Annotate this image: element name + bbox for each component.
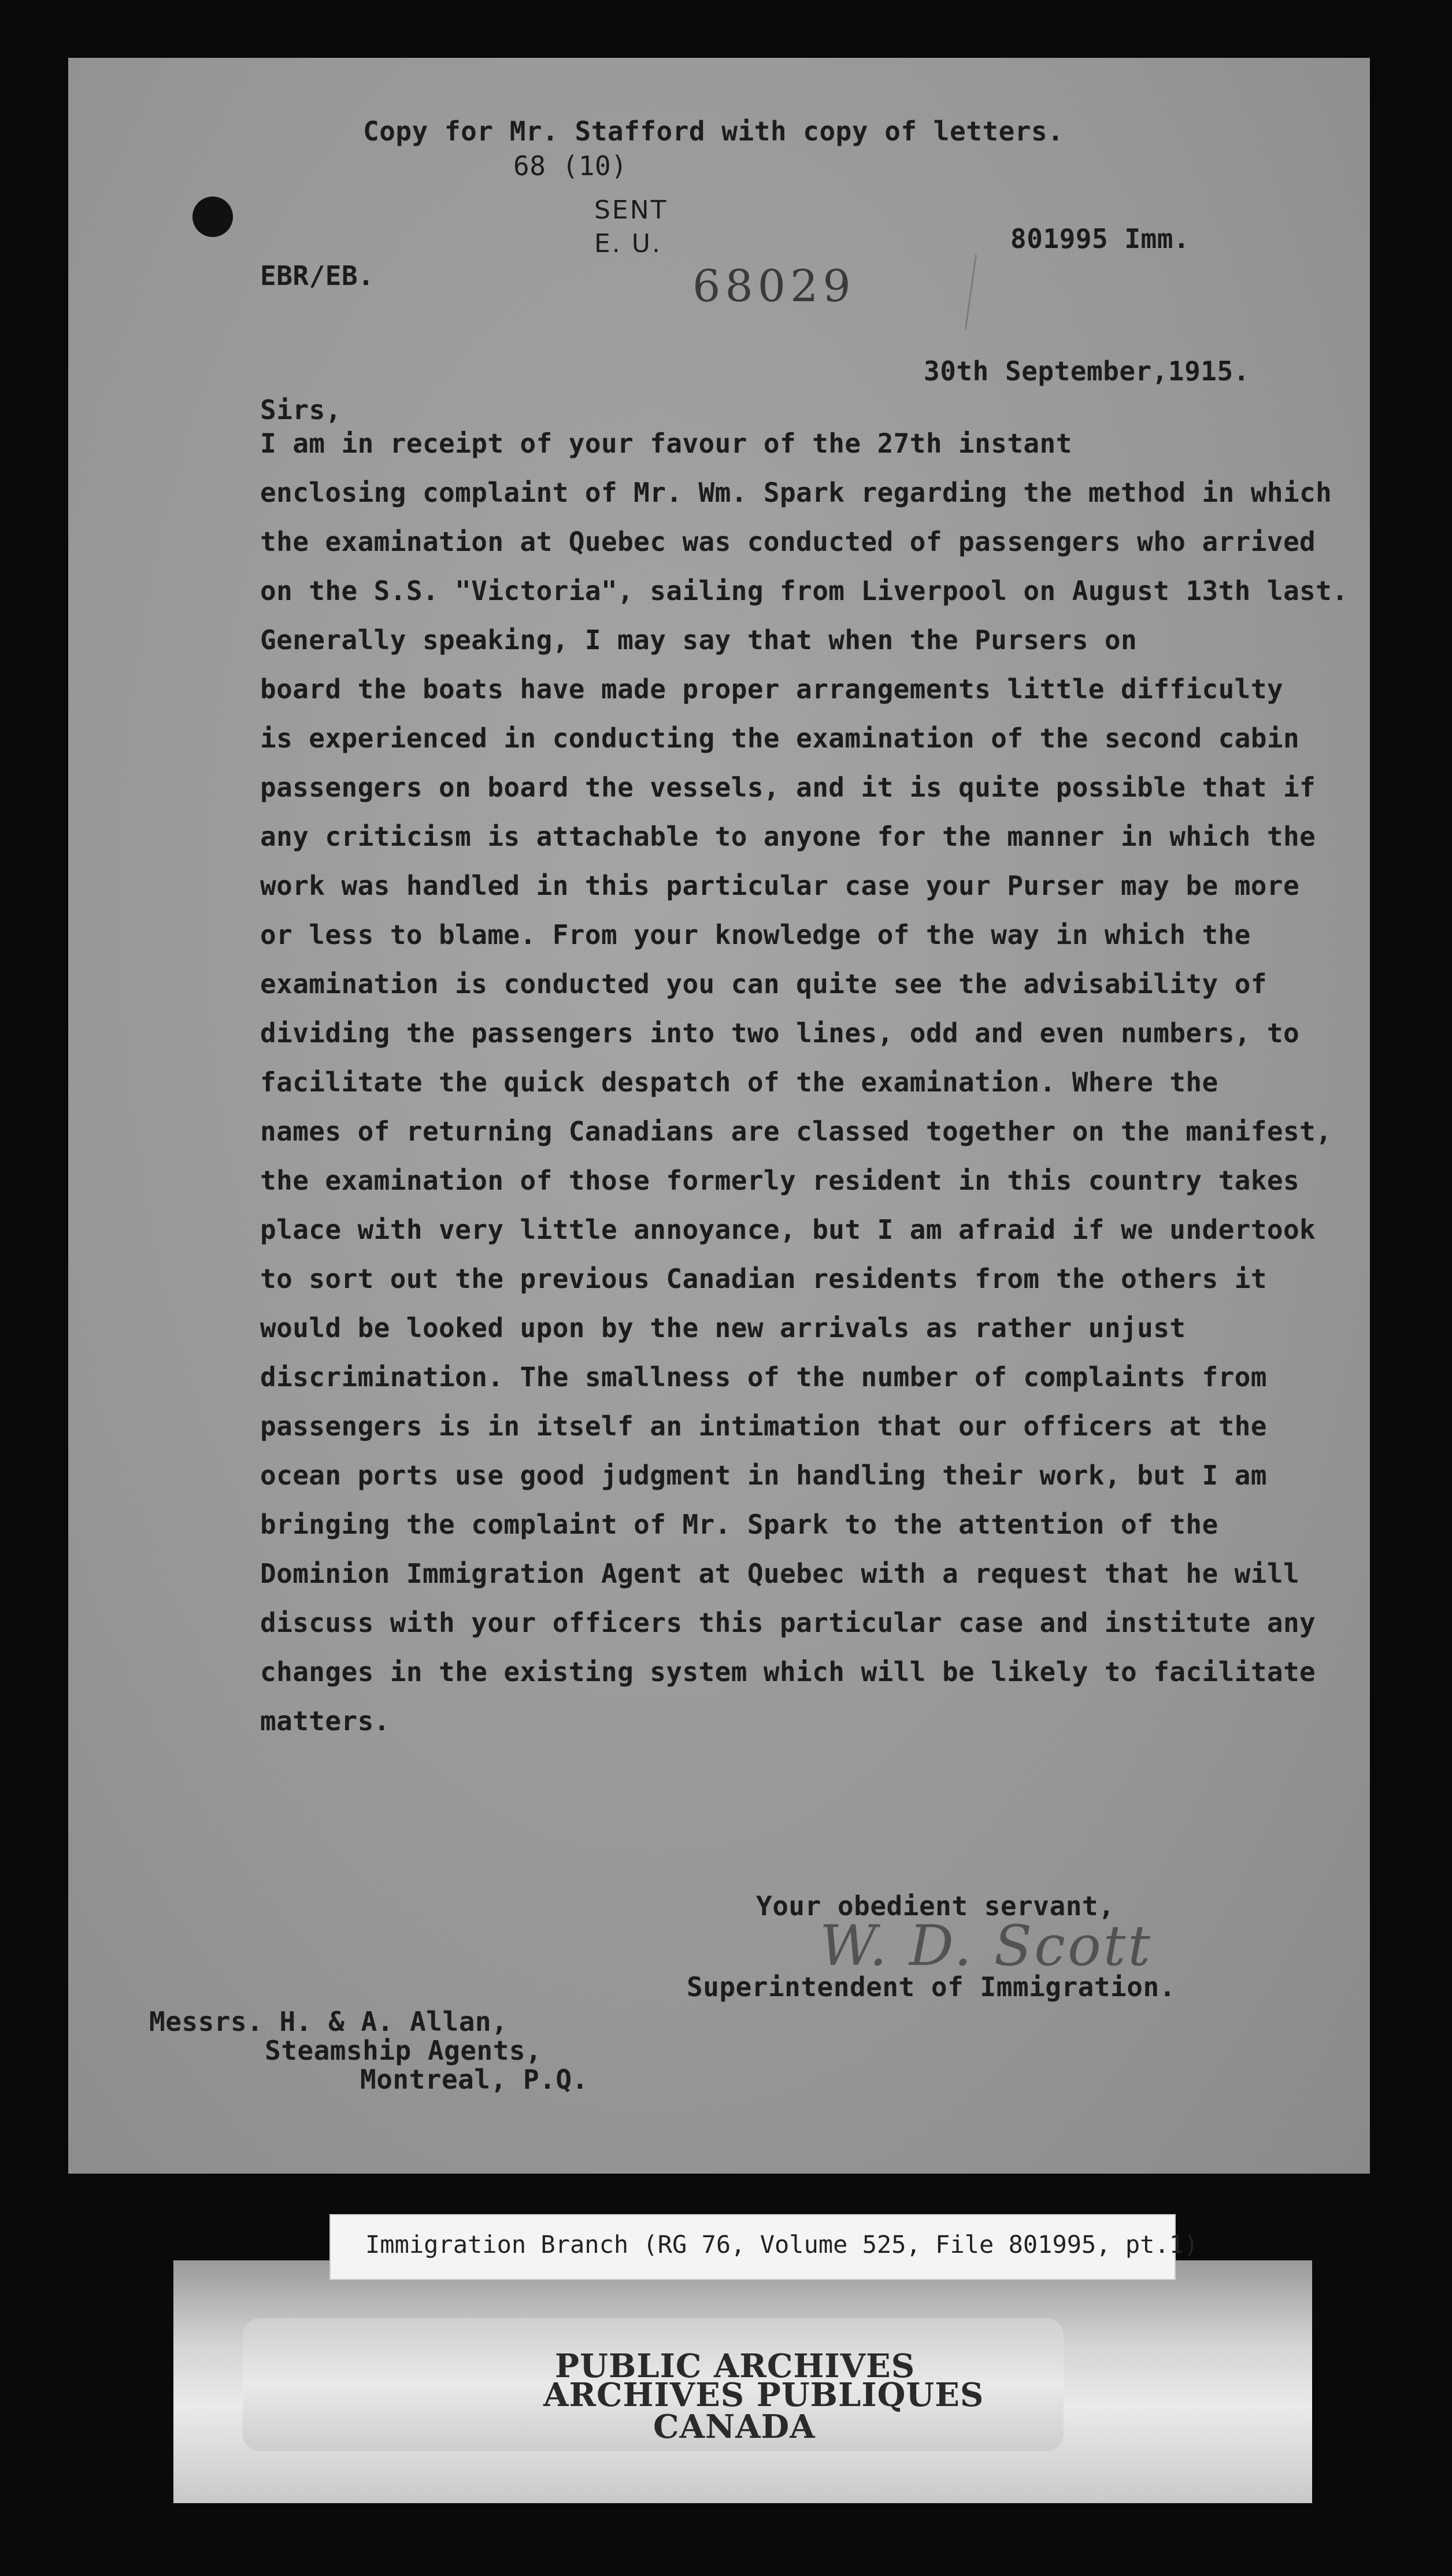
body-line: board the boats have made proper arrangements little difficulty [260, 673, 1283, 705]
archive-stamp-line: PUBLIC ARCHIVES [555, 2347, 916, 2385]
body-line: to sort out the previous Canadian residents from the others it [260, 1263, 1267, 1294]
numbered-stamp: 68029 [692, 260, 855, 312]
archive-label-card [329, 2214, 1199, 2280]
body-line: discrimination. The smallness of the number of complaints from [260, 1361, 1267, 1393]
address-line: Steamship Agents, [265, 2035, 542, 2066]
body-line: matters. [260, 1705, 390, 1737]
reference-number: 68 (10) [513, 150, 628, 182]
body-line: Generally speaking, I may say that when the Pursers on [260, 624, 1138, 656]
body-line: or less to blame. From your knowledge of the way in which the [260, 919, 1251, 950]
body-line: I am in receipt of your favour of the 27th instant [260, 428, 1072, 459]
body-line: bringing the complaint of Mr. Spark to the attention of the [260, 1509, 1218, 1540]
body-line: passengers on board the vessels, and it is quite possible that if [260, 772, 1316, 803]
body-line: Dominion Immigration Agent at Quebec with a request that he will [260, 1558, 1300, 1589]
punch-hole [192, 197, 233, 237]
body-line: examination is conducted you can quite see the advisability of [260, 968, 1267, 1000]
body-line: would be looked upon by the new arrivals as rather unjust [260, 1312, 1186, 1343]
body-line: is experienced in conducting the examination of the second cabin [260, 723, 1300, 754]
body-line: place with very little annoyance, but I am afraid if we undertook [260, 1214, 1316, 1245]
copy-note: Copy for Mr. Stafford with copy of letters. [363, 116, 1064, 147]
body-line: enclosing complaint of Mr. Wm. Spark regarding the method in which [260, 477, 1332, 508]
closing: Your obedient servant, [756, 1890, 1115, 1922]
salutation: Sirs, [260, 394, 342, 425]
body-line: passengers is in itself an intimation that our officers at the [260, 1411, 1267, 1442]
body-line: on the S.S. "Victoria", sailing from Liverpool on August 13th last. [260, 575, 1349, 606]
body-line: the examination of those formerly resident in this country takes [260, 1165, 1300, 1196]
signatory-title: Superintendent of Immigration. [687, 1971, 1176, 2003]
body-line: discuss with your officers this particular case and institute any [260, 1607, 1316, 1638]
letter-page [68, 58, 1370, 2174]
body-line: any criticism is attachable to anyone for the manner in which the [260, 821, 1316, 852]
archive-label: Immigration Branch (RG 76, Volume 525, File 801995, pt.1) [365, 2230, 1199, 2259]
signature: W. D. Scott [820, 1914, 1153, 1978]
body-line: work was handled in this particular case your Purser may be more [260, 870, 1300, 901]
file-reference: 801995 Imm. [1010, 223, 1190, 254]
body-line: facilitate the quick despatch of the examination. Where the [260, 1067, 1218, 1098]
body-line: names of returning Canadians are classed together on the manifest, [260, 1116, 1332, 1147]
body-line: changes in the existing system which will be likely to facilitate [260, 1656, 1316, 1687]
sent-stamp: SENT [594, 195, 668, 225]
letter-date: 30th September,1915. [924, 356, 1250, 387]
eu-stamp: E. U. [594, 229, 662, 258]
body-line: dividing the passengers into two lines, odd and even numbers, to [260, 1017, 1300, 1049]
typist-initials: EBR/EB. [260, 260, 375, 291]
address-line: Messrs. H. & A. Allan, [149, 2006, 508, 2037]
body-line: the examination at Quebec was conducted of passengers who arrived [260, 526, 1316, 557]
letter-body [260, 419, 1358, 1746]
archive-stamp-line: CANADA [653, 2408, 816, 2446]
archive-stamp-line: ARCHIVES PUBLIQUES [543, 2376, 984, 2414]
address-line: Montreal, P.Q. [360, 2064, 588, 2095]
body-line: ocean ports use good judgment in handling their work, but I am [260, 1460, 1267, 1491]
pencil-mark [965, 254, 977, 329]
